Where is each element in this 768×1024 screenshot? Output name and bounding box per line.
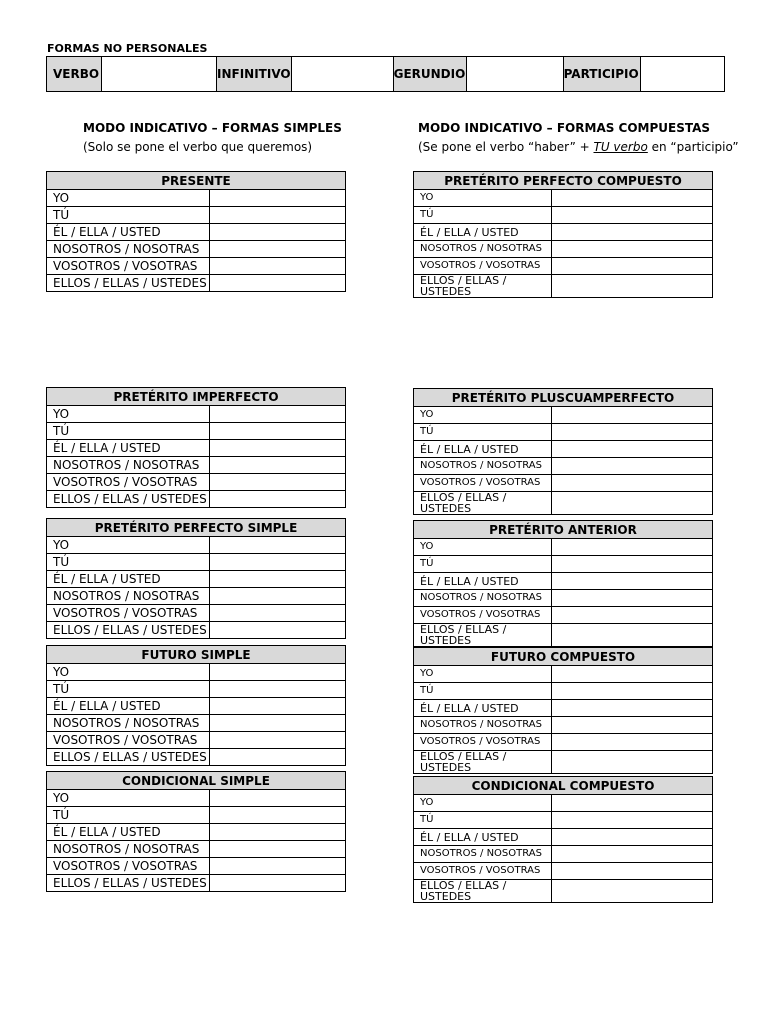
participio-label: PARTICIPIO	[563, 57, 640, 92]
pronoun-label: ELLOS / ELLAS / USTEDES	[47, 491, 210, 508]
conjugation-field[interactable]	[210, 440, 346, 457]
conjugation-field[interactable]	[210, 732, 346, 749]
pronoun-label: ELLOS / ELLAS / USTEDES	[414, 492, 552, 515]
table-row	[47, 440, 346, 457]
table-row	[414, 458, 713, 475]
table-row	[47, 588, 346, 605]
pronoun-label: NOSOTROS / NOSOTRAS	[414, 458, 552, 475]
conjugation-field[interactable]	[210, 474, 346, 491]
compound-sub-post: en “participio”	[647, 140, 739, 154]
conjugation-field[interactable]	[210, 423, 346, 440]
verbo-label: VERBO	[47, 57, 102, 92]
infinitivo-field[interactable]	[291, 57, 393, 92]
table-row	[414, 666, 713, 683]
compound-forms-subheading	[418, 140, 739, 154]
table-row	[47, 571, 346, 588]
simple-forms-heading: MODO INDICATIVO – FORMAS SIMPLES	[83, 121, 342, 135]
table-row	[47, 790, 346, 807]
conjugation-field[interactable]	[552, 539, 713, 556]
page-title: FORMAS NO PERSONALES	[47, 42, 208, 55]
table-row	[47, 732, 346, 749]
table-row	[47, 807, 346, 824]
conjugation-field[interactable]	[210, 807, 346, 824]
conjugation-field[interactable]	[210, 537, 346, 554]
conjugation-field[interactable]	[552, 812, 713, 829]
table-row	[414, 734, 713, 751]
table-row	[414, 624, 713, 647]
table-row	[414, 275, 713, 298]
table-title: FUTURO COMPUESTO	[414, 648, 713, 666]
conjugation-field[interactable]	[552, 241, 713, 258]
simple-forms-subheading: (Solo se pone el verbo que queremos)	[83, 140, 313, 154]
conjugation-field[interactable]	[552, 258, 713, 275]
pronoun-label: VOSOTROS / VOSOTRAS	[47, 858, 210, 875]
table-row	[414, 683, 713, 700]
pronoun-label: VOSOTROS / VOSOTRAS	[414, 734, 552, 751]
gerundio-field[interactable]	[466, 57, 563, 92]
table-row	[414, 700, 713, 717]
table-title: CONDICIONAL COMPUESTO	[414, 777, 713, 795]
pronoun-label: YO	[414, 539, 552, 556]
pronoun-label: TÚ	[414, 683, 552, 700]
conjugation-field[interactable]	[210, 554, 346, 571]
table-preterito-imperfecto	[46, 387, 346, 508]
conjugation-field[interactable]	[552, 666, 713, 683]
table-row	[47, 224, 346, 241]
conjugation-field[interactable]	[552, 751, 713, 774]
table-row	[414, 441, 713, 458]
table-row	[414, 258, 713, 275]
pronoun-label: ELLOS / ELLAS / USTEDES	[414, 624, 552, 647]
conjugation-field[interactable]	[210, 875, 346, 892]
pronoun-label: ÉL / ELLA / USTED	[414, 224, 552, 241]
table-row	[47, 406, 346, 423]
table-row	[47, 190, 346, 207]
table-row	[414, 829, 713, 846]
conjugation-field[interactable]	[210, 207, 346, 224]
conjugation-field[interactable]	[210, 858, 346, 875]
pronoun-label: VOSOTROS / VOSOTRAS	[47, 474, 210, 491]
conjugation-field[interactable]	[552, 190, 713, 207]
gerundio-label: GERUNDIO	[393, 57, 466, 92]
conjugation-field[interactable]	[552, 275, 713, 298]
table-row	[414, 424, 713, 441]
table-title: PRETÉRITO ANTERIOR	[414, 521, 713, 539]
pronoun-label: ELLOS / ELLAS / USTEDES	[414, 751, 552, 774]
table-title: PRETÉRITO PLUSCUAMPERFECTO	[414, 389, 713, 407]
pronoun-label: VOSOTROS / VOSOTRAS	[414, 607, 552, 624]
pronoun-label: YO	[414, 407, 552, 424]
pronoun-label: ÉL / ELLA / USTED	[414, 829, 552, 846]
table-title: PRETÉRITO IMPERFECTO	[47, 388, 346, 406]
table-row	[47, 664, 346, 681]
pronoun-label: ÉL / ELLA / USTED	[47, 571, 210, 588]
table-row	[414, 224, 713, 241]
conjugation-field[interactable]	[210, 241, 346, 258]
table-row	[414, 751, 713, 774]
table-condicional-compuesto	[413, 776, 713, 903]
conjugation-field[interactable]	[552, 863, 713, 880]
pronoun-label: ELLOS / ELLAS / USTEDES	[414, 275, 552, 298]
pronoun-label: NOSOTROS / NOSOTRAS	[47, 457, 210, 474]
pronoun-label: VOSOTROS / VOSOTRAS	[414, 258, 552, 275]
table-row	[414, 207, 713, 224]
pronoun-label: ELLOS / ELLAS / USTEDES	[47, 749, 210, 766]
pronoun-label: ELLOS / ELLAS / USTEDES	[47, 275, 210, 292]
table-presente	[46, 171, 346, 292]
pronoun-label: VOSOTROS / VOSOTRAS	[414, 475, 552, 492]
table-row	[47, 824, 346, 841]
table-title: FUTURO SIMPLE	[47, 646, 346, 664]
conjugation-field[interactable]	[552, 207, 713, 224]
verbo-field[interactable]	[102, 57, 217, 92]
conjugation-field[interactable]	[210, 681, 346, 698]
compound-forms-heading: MODO INDICATIVO – FORMAS COMPUESTAS	[418, 121, 711, 135]
conjugation-field[interactable]	[210, 491, 346, 508]
conjugation-field[interactable]	[552, 492, 713, 515]
table-row	[47, 841, 346, 858]
pronoun-label: YO	[47, 190, 210, 207]
conjugation-field[interactable]	[552, 700, 713, 717]
table-preterito-pluscuamperfecto	[413, 388, 713, 515]
table-row	[47, 681, 346, 698]
pronoun-label: TÚ	[47, 681, 210, 698]
pronoun-label: ÉL / ELLA / USTED	[414, 573, 552, 590]
compound-sub-em: TU verbo	[593, 140, 648, 154]
table-row	[47, 474, 346, 491]
pronoun-label: VOSOTROS / VOSOTRAS	[47, 258, 210, 275]
pronoun-label: ELLOS / ELLAS / USTEDES	[414, 880, 552, 903]
table-row	[414, 607, 713, 624]
conjugation-field[interactable]	[210, 664, 346, 681]
pronoun-label: YO	[414, 190, 552, 207]
table-row	[47, 207, 346, 224]
pronoun-label: ÉL / ELLA / USTED	[47, 698, 210, 715]
table-preterito-perfecto-simple	[46, 518, 346, 639]
table-row	[414, 492, 713, 515]
pronoun-label: YO	[47, 664, 210, 681]
conjugation-field[interactable]	[552, 475, 713, 492]
pronoun-label: TÚ	[414, 812, 552, 829]
pronoun-label: TÚ	[47, 554, 210, 571]
conjugation-field[interactable]	[210, 841, 346, 858]
pronoun-label: TÚ	[414, 556, 552, 573]
table-row	[414, 407, 713, 424]
formas-no-personales-table	[46, 56, 725, 92]
pronoun-label: NOSOTROS / NOSOTRAS	[414, 846, 552, 863]
pronoun-label: NOSOTROS / NOSOTRAS	[47, 841, 210, 858]
conjugation-field[interactable]	[552, 846, 713, 863]
pronoun-label: NOSOTROS / NOSOTRAS	[414, 241, 552, 258]
table-row	[414, 863, 713, 880]
conjugation-field[interactable]	[210, 605, 346, 622]
table-row	[47, 715, 346, 732]
table-row	[414, 795, 713, 812]
table-row	[47, 258, 346, 275]
pronoun-label: VOSOTROS / VOSOTRAS	[414, 863, 552, 880]
conjugation-field[interactable]	[552, 407, 713, 424]
conjugation-field[interactable]	[210, 258, 346, 275]
pronoun-label: TÚ	[414, 424, 552, 441]
table-row	[47, 457, 346, 474]
pronoun-label: NOSOTROS / NOSOTRAS	[47, 715, 210, 732]
pronoun-label: NOSOTROS / NOSOTRAS	[414, 717, 552, 734]
conjugation-field[interactable]	[210, 824, 346, 841]
table-row	[47, 698, 346, 715]
pronoun-label: YO	[47, 406, 210, 423]
pronoun-label: TÚ	[414, 207, 552, 224]
pronoun-label: YO	[47, 790, 210, 807]
conjugation-field[interactable]	[552, 590, 713, 607]
conjugation-field[interactable]	[552, 458, 713, 475]
conjugation-field[interactable]	[552, 441, 713, 458]
table-preterito-perfecto-compuesto	[413, 171, 713, 298]
conjugation-field[interactable]	[210, 715, 346, 732]
table-row	[414, 880, 713, 903]
table-row	[47, 605, 346, 622]
pronoun-label: ÉL / ELLA / USTED	[47, 440, 210, 457]
pronoun-label: NOSOTROS / NOSOTRAS	[47, 241, 210, 258]
table-row	[414, 573, 713, 590]
conjugation-field[interactable]	[210, 749, 346, 766]
table-row	[47, 749, 346, 766]
table-row	[414, 190, 713, 207]
conjugation-field[interactable]	[552, 829, 713, 846]
table-row	[47, 423, 346, 440]
conjugation-field[interactable]	[210, 571, 346, 588]
table-row	[414, 846, 713, 863]
table-row	[414, 812, 713, 829]
table-row	[47, 875, 346, 892]
conjugation-field[interactable]	[552, 607, 713, 624]
conjugation-field[interactable]	[552, 880, 713, 903]
pronoun-label: TÚ	[47, 207, 210, 224]
conjugation-field[interactable]	[552, 573, 713, 590]
table-row	[47, 858, 346, 875]
pronoun-label: YO	[47, 537, 210, 554]
conjugation-field[interactable]	[210, 190, 346, 207]
conjugation-field[interactable]	[552, 734, 713, 751]
conjugation-field[interactable]	[552, 795, 713, 812]
table-row	[47, 491, 346, 508]
conjugation-field[interactable]	[552, 624, 713, 647]
conjugation-field[interactable]	[210, 457, 346, 474]
conjugation-field[interactable]	[210, 224, 346, 241]
table-row	[47, 241, 346, 258]
conjugation-field[interactable]	[210, 790, 346, 807]
table-futuro-compuesto	[413, 647, 713, 774]
table-row	[414, 241, 713, 258]
pronoun-label: ÉL / ELLA / USTED	[414, 441, 552, 458]
pronoun-label: VOSOTROS / VOSOTRAS	[47, 732, 210, 749]
conjugation-field[interactable]	[210, 275, 346, 292]
table-row	[414, 539, 713, 556]
table-row	[47, 275, 346, 292]
conjugation-field[interactable]	[552, 224, 713, 241]
table-row	[47, 537, 346, 554]
conjugation-field[interactable]	[552, 683, 713, 700]
table-row	[47, 554, 346, 571]
pronoun-label: NOSOTROS / NOSOTRAS	[47, 588, 210, 605]
table-row	[414, 590, 713, 607]
conjugation-field[interactable]	[552, 717, 713, 734]
conjugation-field[interactable]	[210, 622, 346, 639]
table-row	[414, 556, 713, 573]
table-condicional-simple	[46, 771, 346, 892]
pronoun-label: YO	[414, 795, 552, 812]
conjugation-field[interactable]	[210, 698, 346, 715]
pronoun-label: ÉL / ELLA / USTED	[47, 224, 210, 241]
participio-field[interactable]	[640, 57, 724, 92]
table-title: CONDICIONAL SIMPLE	[47, 772, 346, 790]
table-row	[414, 475, 713, 492]
pronoun-label: ÉL / ELLA / USTED	[47, 824, 210, 841]
pronoun-label: YO	[414, 666, 552, 683]
pronoun-label: ELLOS / ELLAS / USTEDES	[47, 875, 210, 892]
pronoun-label: TÚ	[47, 807, 210, 824]
table-row	[47, 622, 346, 639]
table-row	[414, 717, 713, 734]
pronoun-label: NOSOTROS / NOSOTRAS	[414, 590, 552, 607]
table-title: PRETÉRITO PERFECTO SIMPLE	[47, 519, 346, 537]
compound-sub-pre: (Se pone el verbo “haber” +	[418, 140, 594, 154]
conjugation-field[interactable]	[552, 556, 713, 573]
table-title: PRESENTE	[47, 172, 346, 190]
pronoun-label: ÉL / ELLA / USTED	[414, 700, 552, 717]
conjugation-field[interactable]	[210, 406, 346, 423]
conjugation-field[interactable]	[210, 588, 346, 605]
conjugation-field[interactable]	[552, 424, 713, 441]
table-preterito-anterior	[413, 520, 713, 647]
pronoun-label: ELLOS / ELLAS / USTEDES	[47, 622, 210, 639]
pronoun-label: VOSOTROS / VOSOTRAS	[47, 605, 210, 622]
table-futuro-simple	[46, 645, 346, 766]
pronoun-label: TÚ	[47, 423, 210, 440]
infinitivo-label: INFINITIVO	[217, 57, 292, 92]
table-title: PRETÉRITO PERFECTO COMPUESTO	[414, 172, 713, 190]
